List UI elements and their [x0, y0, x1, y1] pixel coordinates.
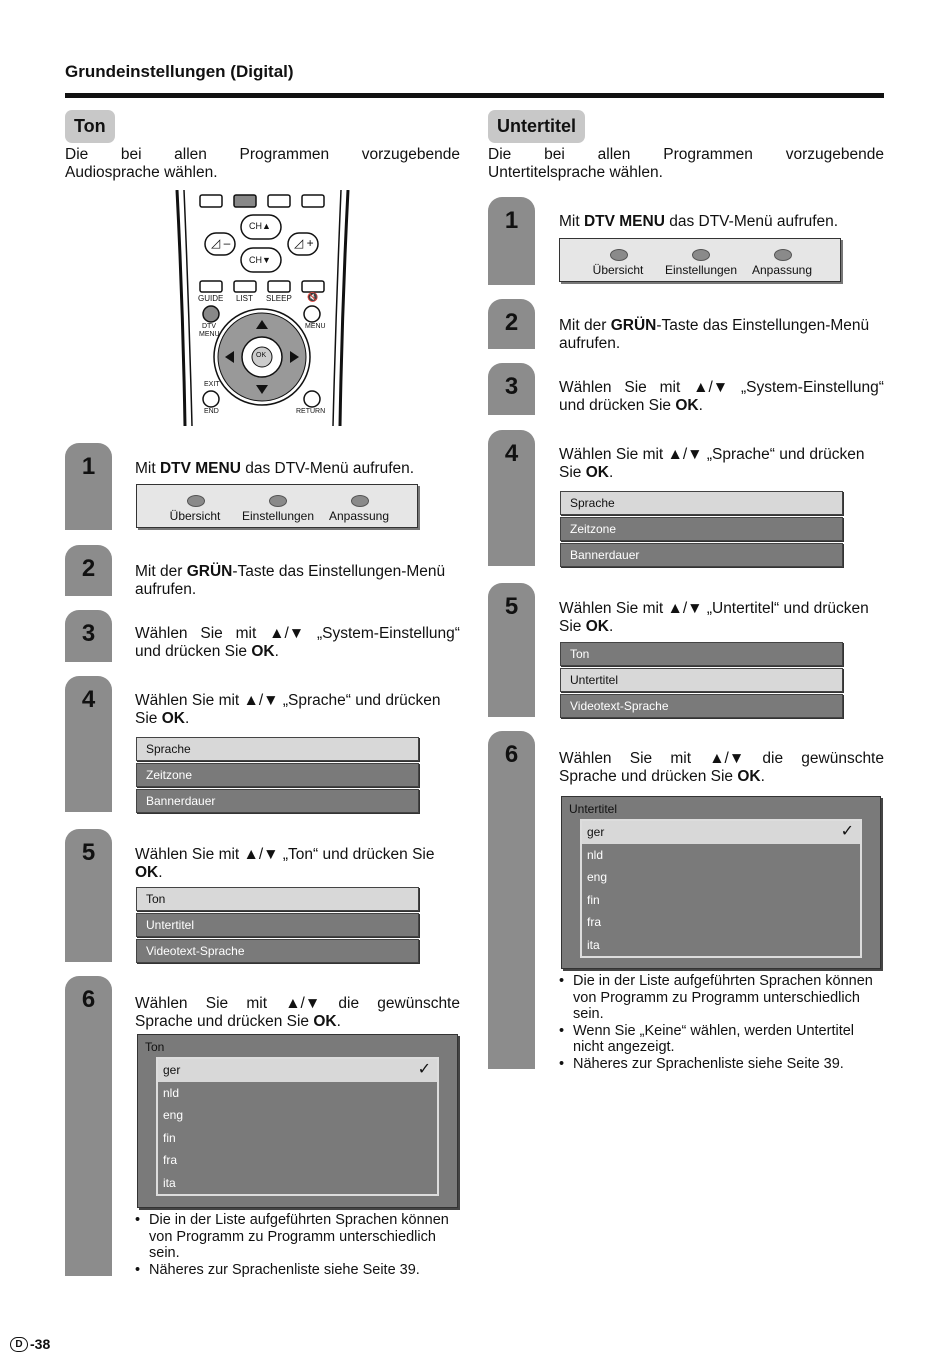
step-number: 3 [504, 373, 519, 400]
remote-exit-label: EXIT [204, 381, 220, 388]
remote-menu-label: MENU [305, 323, 326, 330]
language-item[interactable]: ger ✓ [582, 821, 860, 844]
page-label-badge: D [10, 1337, 28, 1352]
mute-icon: 🔇 [307, 292, 319, 302]
step-number: 2 [81, 555, 96, 582]
dtv-menu-box [136, 484, 418, 528]
check-icon: ✓ [840, 823, 854, 840]
step-bar [488, 197, 535, 285]
note-item: • Die in der Liste aufgeführten Sprachen können von Programm zu Programm unterschiedlich sein. [559, 973, 884, 1023]
step-number: 5 [81, 839, 96, 866]
remote-end-label: END [204, 408, 219, 415]
step-number: 6 [504, 741, 519, 768]
menu-button-icon [610, 249, 628, 261]
section-tag-untertitel: Untertitel [488, 110, 585, 143]
step-number: 1 [504, 207, 519, 234]
remote-ch-up-label: CH▲ [249, 221, 271, 231]
note-item: • Näheres zur Sprachenliste siehe Seite 39. [135, 1262, 460, 1279]
language-list-box [137, 1034, 458, 1208]
menu-button-icon [692, 249, 710, 261]
step-bar [65, 443, 112, 530]
notes-list [135, 1212, 460, 1278]
language-item[interactable]: fra [163, 1153, 178, 1167]
step-number: 2 [504, 309, 519, 336]
intro-word: Die [65, 146, 89, 163]
step-bar [488, 299, 535, 349]
step-bar [65, 676, 112, 812]
menu-label-anpassung: Anpassung [751, 263, 813, 277]
language-item[interactable]: ita [587, 937, 600, 952]
section-tag-ton: Ton [65, 110, 115, 143]
remote-return-label: RETURN [296, 408, 326, 415]
step-text: Wählen Sie mit ▲/▼ „Sprache“ und drücken Sie OK. [135, 692, 441, 727]
intro-word: allen [174, 146, 207, 163]
language-item[interactable]: eng [587, 870, 608, 884]
step-text: Mit DTV MENU das DTV-Menü aufrufen. [135, 460, 415, 477]
notes-list [559, 973, 884, 1072]
step-text: Mit der GRÜN-Taste das Einstellungen-Menü aufrufen. [135, 563, 446, 598]
step-text: Mit DTV MENU das DTV-Menü aufrufen. [559, 213, 839, 230]
remote-list-label: LIST [236, 294, 253, 303]
menu-row-ton[interactable]: Ton [560, 642, 843, 666]
language-list-title: Ton [145, 1040, 165, 1054]
menu-row-sprache[interactable]: Sprache [136, 737, 419, 761]
page-number: -38 [30, 1336, 51, 1352]
menu-row-zeitzone[interactable]: Zeitzone [560, 517, 843, 541]
note-item: • Näheres zur Sprachenliste siehe Seite 39. [559, 1056, 884, 1073]
menu-ton-list [136, 887, 419, 965]
menu-row-videotext[interactable]: Videotext-Sprache [560, 694, 843, 718]
menu-label-anpassung: Anpassung [328, 509, 390, 523]
menu-label-uebersicht: Übersicht [592, 263, 644, 277]
step-number: 5 [504, 593, 519, 620]
menu-label-einstellungen: Einstellungen [664, 263, 738, 277]
remote-guide-label: GUIDE [198, 294, 224, 303]
language-list-title: Untertitel [569, 802, 618, 816]
step-bar [488, 430, 535, 566]
menu-button-icon [269, 495, 287, 507]
menu-row-zeitzone[interactable]: Zeitzone [136, 763, 419, 787]
check-icon: ✓ [417, 1061, 431, 1078]
intro-word: bei [120, 146, 142, 163]
step-bar [488, 731, 535, 1069]
language-item[interactable]: nld [587, 847, 604, 862]
step-bar [488, 583, 535, 717]
step-bar [65, 976, 112, 1276]
menu-label-einstellungen: Einstellungen [241, 509, 315, 523]
step-number: 1 [81, 453, 96, 480]
step-number: 4 [81, 686, 96, 713]
page-footer [10, 1336, 50, 1352]
menu-row-ton[interactable]: Ton [136, 887, 419, 911]
step-bar [65, 829, 112, 962]
step-number: 4 [504, 440, 519, 467]
intro-line: Audiosprache wählen. [65, 164, 218, 181]
language-item[interactable]: ger ✓ [158, 1059, 437, 1082]
note-item: • Die in der Liste aufgeführten Sprachen können von Programm zu Programm unterschiedlich sein. [135, 1212, 460, 1262]
language-item[interactable]: nld [163, 1085, 180, 1100]
remote-dtv-menu-label: MENU [199, 331, 220, 338]
step-number: 6 [81, 986, 96, 1013]
step-bar [488, 363, 535, 415]
menu-row-bannerdauer[interactable]: Bannerdauer [560, 543, 843, 567]
menu-row-videotext[interactable]: Videotext-Sprache [136, 939, 419, 963]
language-list [156, 1057, 439, 1196]
menu-button-icon [187, 495, 205, 507]
remote-ok-label: OK [256, 352, 267, 359]
step-text: Wählen Sie mit ▲/▼ „System-Einstellung“ und drücken Sie OK. [135, 625, 460, 660]
step-text: Mit der GRÜN-Taste das Einstellungen-Menü aufrufen. [559, 317, 870, 352]
menu-row-untertitel[interactable]: Untertitel [560, 668, 843, 692]
language-item[interactable]: ita [163, 1175, 176, 1190]
menu-sprache-list [560, 491, 843, 569]
step-text: Wählen Sie mit ▲/▼ „Ton“ und drücken Sie OK. [135, 846, 435, 881]
step-text: Wählen Sie mit ▲/▼ „System-Einstellung“ und drücken Sie OK. [559, 379, 884, 414]
intro-word: vorzugebende [361, 146, 460, 163]
remote-dtv-label: DTV [202, 323, 216, 330]
step-text: Wählen Sie mit ▲/▼ die gewünschte Sprache und drücken Sie OK. [135, 995, 460, 1030]
intro-ton [65, 146, 460, 182]
note-item: • Wenn Sie „Keine“ wählen, werden Untertitel nicht angezeigt. [559, 1023, 884, 1056]
step-number: 3 [81, 620, 96, 647]
menu-button-icon [774, 249, 792, 261]
remote-vol-plus-label: ◿ + [294, 236, 314, 250]
menu-untertitel-list [560, 642, 843, 720]
dtv-menu-box [559, 238, 841, 282]
remote-ch-down-label: CH▼ [249, 255, 271, 265]
menu-row-untertitel[interactable]: Untertitel [136, 913, 419, 937]
step-bar [65, 545, 112, 596]
remote-sleep-label: SLEEP [266, 294, 292, 303]
page-title: Grundeinstellungen (Digital) [65, 62, 294, 81]
menu-row-sprache[interactable]: Sprache [560, 491, 843, 515]
language-list [580, 819, 862, 958]
step-text: Wählen Sie mit ▲/▼ „Untertitel“ und drücken Sie OK. [559, 600, 869, 635]
remote-vol-minus-label: ◿ – [211, 236, 231, 250]
intro-word: Programmen [239, 146, 330, 163]
step-text: Wählen Sie mit ▲/▼ die gewünschte Sprache und drücken Sie OK. [559, 750, 884, 785]
language-item[interactable]: fin [163, 1130, 176, 1145]
step-bar [65, 610, 112, 662]
menu-row-bannerdauer[interactable]: Bannerdauer [136, 789, 419, 813]
menu-sprache-list [136, 737, 419, 815]
header-rule [65, 93, 884, 98]
language-item[interactable]: eng [163, 1108, 184, 1122]
language-list-box [561, 796, 881, 969]
menu-label-uebersicht: Übersicht [169, 509, 221, 523]
language-item[interactable]: fin [587, 892, 600, 907]
intro-untertitel: Die bei allen Programmen vorzugebende Untertitelsprache wählen. [488, 146, 884, 181]
language-item[interactable]: fra [587, 915, 602, 929]
menu-button-icon [351, 495, 369, 507]
step-text: Wählen Sie mit ▲/▼ „Sprache“ und drücken Sie OK. [559, 446, 865, 481]
